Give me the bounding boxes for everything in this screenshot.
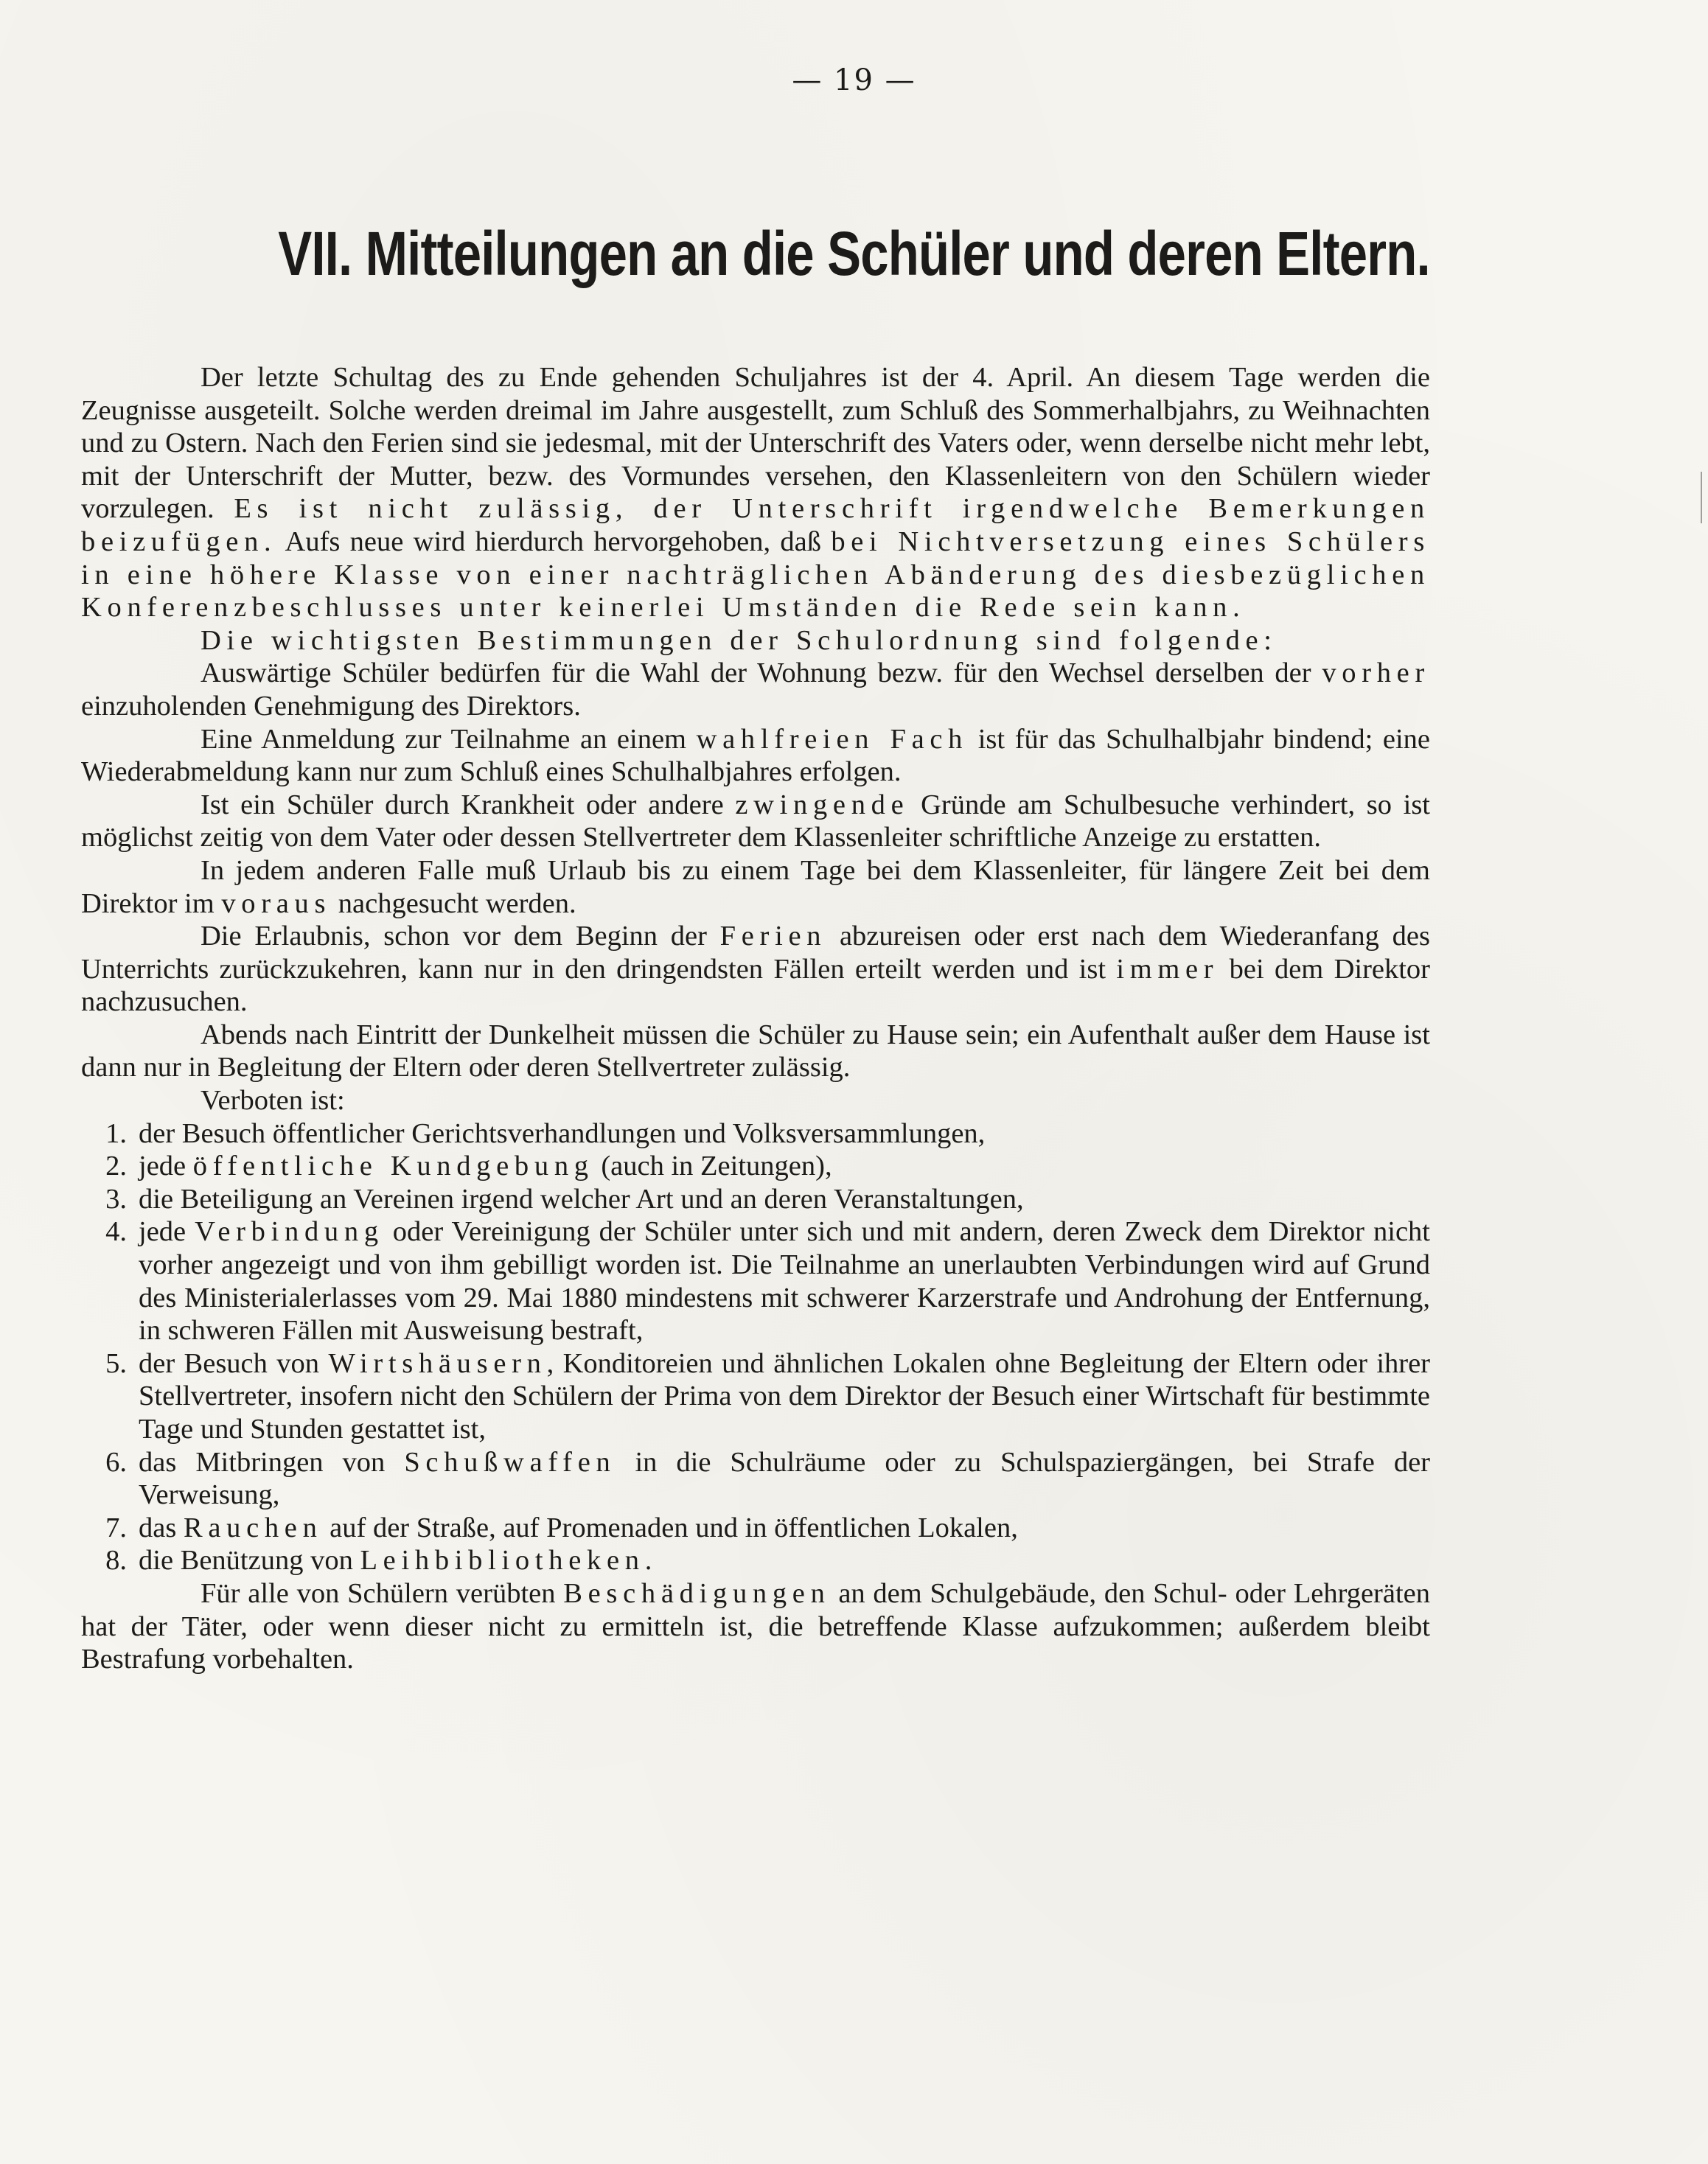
text-run: Verboten ist:: [201, 1085, 345, 1117]
paragraph-bestimmungen-intro: [81, 624, 1430, 657]
text-run: Eine Anmeldung zur Teilnahme an einem: [201, 723, 697, 755]
text-run: die Benützung von: [139, 1545, 360, 1577]
spaced-emphasis: zwingende: [735, 789, 910, 820]
text-run: der Besuch von: [139, 1347, 329, 1379]
page-edge-mark: [1701, 472, 1702, 523]
spaced-emphasis: Ferien: [719, 921, 827, 952]
list-item: [81, 1215, 1430, 1347]
list-item: [81, 1347, 1430, 1446]
paragraph-ferien: [81, 920, 1430, 1019]
list-item: [81, 1446, 1430, 1512]
list-number: 7.: [105, 1512, 127, 1543]
text-run: .: [644, 1545, 652, 1577]
text-run: nachgesucht werden.: [331, 887, 576, 919]
spaced-emphasis: Es ist nicht zulässig, der Unterschrift irgendwelche Bemerkungen beizufügen.: [81, 493, 1430, 557]
list-number: 5.: [105, 1347, 127, 1379]
text-run: Gründe am Schulbesuche verhindert, so ist möglichst zeitig von dem Vater oder dessen Stellvertreter dem Klassenleiter schriftliche Anzeige zu erstatten.: [81, 789, 1430, 854]
list-item: [81, 1150, 1430, 1183]
spaced-emphasis: vorher: [1322, 657, 1430, 689]
list-item: [81, 1183, 1430, 1216]
paragraph-verboten-intro: [81, 1084, 1430, 1117]
spaced-emphasis: Rauchen: [183, 1512, 323, 1543]
list-number: 6.: [105, 1446, 127, 1478]
text-run: jede: [139, 1216, 195, 1248]
text-run: das: [139, 1512, 184, 1543]
text-run: Die Erlaubnis, schon vor dem Beginn der: [201, 921, 720, 952]
text-run: das Mitbringen von: [139, 1446, 405, 1478]
spaced-emphasis: immer: [1116, 953, 1219, 985]
spaced-emphasis: Beschädigungen: [563, 1577, 831, 1609]
spaced-emphasis: öffentliche Kundgebung: [192, 1151, 594, 1182]
text-run: an dem Schulgebäude, den Schul- oder Lehrgeräten hat der Täter, oder wenn dieser nicht zu ermitteln ist, die betreffende Klasse aufzukommen; außerdem bleibt Bestrafung vorbehalten.: [81, 1577, 1430, 1675]
text-run: ist für das Schulhalbjahr bindend; eine Wiederabmeldung kann nur zum Schluß eines Schulhalbjahres erfolgen.: [81, 723, 1430, 788]
spaced-emphasis: Verbindung: [195, 1216, 384, 1248]
list-item: [81, 1544, 1430, 1577]
text-run: auf der Straße, auf Promenaden und in öffentlichen Lokalen,: [322, 1512, 1018, 1543]
paragraph-krankheit: [81, 789, 1430, 854]
spaced-emphasis: Wirtshäusern: [328, 1347, 547, 1379]
text-run: Ist ein Schüler durch Krankheit oder andere: [201, 789, 736, 820]
section-heading: VII. Mitteilungen an die Schüler und deren Eltern.: [278, 219, 1430, 288]
paragraph-abends: [81, 1019, 1430, 1084]
paragraph-zeugnisse: [81, 361, 1430, 624]
paragraph-urlaub: [81, 854, 1430, 920]
text-run: die Beteiligung an Vereinen irgend welcher Art und an deren Veranstaltungen,: [139, 1183, 1024, 1215]
list-number: 3.: [105, 1183, 127, 1215]
spaced-emphasis: Die wichtigsten Bestimmungen der Schulordnung sind folgende:: [201, 624, 1277, 656]
paragraph-anmeldung: [81, 723, 1430, 789]
text-run: der Besuch öffentlicher Gerichtsverhandlungen und Volksversammlungen,: [139, 1117, 986, 1149]
spaced-emphasis: wahlfreien Fach: [696, 723, 969, 755]
text-run: einzuholenden Genehmigung des Direktors.: [81, 690, 581, 722]
text-run: jede: [139, 1151, 193, 1182]
list-number: 8.: [105, 1545, 127, 1577]
spaced-emphasis: Schußwaffen: [404, 1446, 616, 1478]
spaced-emphasis: voraus: [221, 887, 332, 919]
spaced-emphasis: Leihbibliotheken: [360, 1545, 645, 1577]
list-item: [81, 1512, 1430, 1545]
paragraph-beschaedigungen: [81, 1577, 1430, 1676]
spaced-emphasis: bei Nichtversetzung eines Schülers in eine höhere Klasse von einer nachträglichen Abänderung des diesbezüglichen Konferenzbeschlusses unter keinerlei Umständen die Rede sein kann.: [81, 526, 1431, 624]
page-number: — 19 —: [792, 63, 916, 97]
text-run: Aufs neue wird hierdurch hervorgehoben, daß: [276, 526, 832, 557]
text-run: abzureisen oder erst nach dem Wiederanfang des Unterrichts zurückzukehren, kann nur in den dringendsten Fällen erteilt werden und ist: [81, 921, 1430, 985]
verboten-list: [81, 1117, 1430, 1577]
paragraph-auswaertige: [81, 657, 1430, 722]
list-number: 2.: [105, 1151, 127, 1182]
text-run: In jedem anderen Falle muß Urlaub bis zu einem Tage bei dem Klassenleiter, für längere Zeit bei dem Direktor im: [81, 854, 1430, 919]
text-run: Auswärtige Schüler bedürfen für die Wahl der Wohnung bezw. für den Wechsel derselben der: [201, 657, 1322, 689]
body-text: [81, 361, 1430, 1676]
text-run: oder Vereinigung der Schüler unter sich und mit andern, deren Zweck dem Direktor nicht vorher angezeigt und von ihm gebilligt worden ist. Die Teilnahme an unerlaubten Verbindungen wird auf Grund des Ministerialerlasses vom 29. Mai 1880 mindestens mit schwerer Karzerstrafe und Androhung der Entfernung, in schweren Fällen mit Ausweisung bestraft,: [139, 1216, 1430, 1347]
text-run: Der letzte Schultag des zu Ende gehenden Schuljahres ist der 4. April. An diesem Tage werden die Zeugnisse ausgeteilt. Solche werden dreimal im Jahre ausgestellt, zum Schluß des Sommerhalbjahrs, zu Weihnachten und zu Ostern. Nach den Ferien sind sie jedesmal, mit der Unterschrift des Vaters oder, wenn derselbe nicht mehr lebt, mit der Unterschrift der Mutter, bezw. des Vormundes versehen, den Klassenleitern von den Schülern wieder vorzulegen.: [81, 362, 1430, 525]
text-run: bei dem Direktor nachzusuchen.: [81, 953, 1430, 1018]
list-item: [81, 1117, 1430, 1151]
text-run: in die Schulräume oder zu Schulspaziergängen, bei Strafe der Verweisung,: [139, 1446, 1430, 1511]
list-number: 4.: [105, 1216, 127, 1248]
text-run: , Konditoreien und ähnlichen Lokalen ohne Begleitung der Eltern oder ihrer Stellvertreter, insofern nicht den Schülern der Prima von dem Direktor der Besuch einer Wirtschaft für bestimmte Tage und Stunden gestattet ist,: [139, 1347, 1430, 1445]
text-run: (auch in Zeitungen),: [593, 1151, 832, 1182]
text-run: Für alle von Schülern verübten: [201, 1577, 564, 1609]
text-run: Abends nach Eintritt der Dunkelheit müssen die Schüler zu Hause sein; ein Aufenthalt außer dem Hause ist dann nur in Begleitung der Eltern oder deren Stellvertreter zulässig.: [81, 1019, 1430, 1083]
list-number: 1.: [105, 1117, 127, 1149]
